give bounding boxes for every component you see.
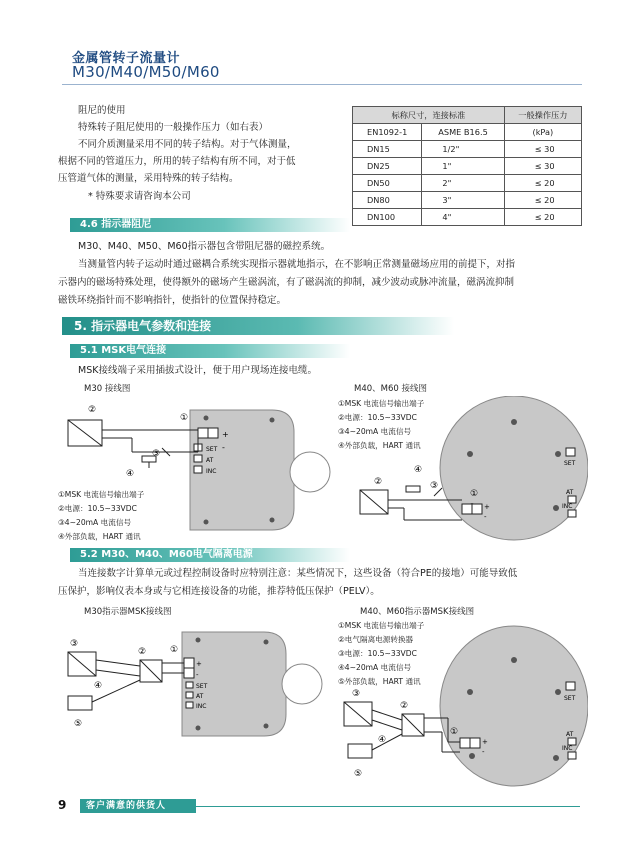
m4060-legend-1: ①MSK 电流信号输出端子 bbox=[338, 399, 425, 408]
table-row bbox=[353, 175, 582, 192]
marker-2-b: ② bbox=[138, 647, 147, 657]
marker-4-b: ④ bbox=[94, 681, 103, 691]
table-cell: ≤ 30 bbox=[504, 141, 581, 158]
section-4-6-para2a: 当测量管内转子运动时通过磁耦合系统实现指示器就地指示，在不影响正常测量磁场应用的前提下，对指 bbox=[78, 259, 516, 270]
marker-2: ② bbox=[88, 405, 97, 415]
marker-4-r2: ④ bbox=[378, 735, 387, 745]
marker-1-r: ① bbox=[470, 489, 479, 499]
m4060-msk-isolation-diagram bbox=[338, 620, 588, 788]
section-5-1-intro: MSK接线端子采用插拔式设计，便于用户现场连接电缆。 bbox=[78, 365, 317, 376]
marker-3-r2: ③ bbox=[352, 689, 361, 699]
table-row bbox=[353, 141, 582, 158]
table-header-left: 标称尺寸，连接标准 bbox=[353, 107, 505, 124]
marker-3-r: ③ bbox=[430, 481, 439, 491]
m4060-msk-legend-2: ②电气隔离电源转换器 bbox=[338, 635, 414, 644]
marker-5-r2: ⑤ bbox=[354, 769, 363, 779]
m30-legend-1: ①MSK 电流信号输出端子 bbox=[58, 490, 145, 499]
m4060-legend-2: ②电源：10.5~33VDC bbox=[338, 413, 417, 422]
indicator-board-round-2 bbox=[440, 626, 588, 786]
table-header-row bbox=[353, 107, 582, 124]
section-5-header: 5. 指示器电气参数和连接 bbox=[62, 317, 454, 335]
set-label-r2: SET bbox=[564, 695, 576, 702]
table-subheader-cell: ASME B16.5 bbox=[422, 124, 504, 141]
terminal-minus bbox=[208, 428, 218, 438]
table-cell: DN80 bbox=[353, 192, 422, 209]
section-5-2-header: 5.2 M30、M40、M60电气隔离电源 bbox=[70, 548, 350, 562]
marker-2-r2: ② bbox=[400, 701, 409, 711]
at-label-r2: AT bbox=[566, 731, 574, 738]
m30-legend-3: ③4~20mA 电流信号 bbox=[58, 518, 132, 527]
table-cell: DN15 bbox=[353, 141, 422, 158]
table-header-right: 一般操作压力 bbox=[504, 107, 581, 124]
inc-label-r2: INC bbox=[562, 745, 573, 752]
inc-label: INC bbox=[206, 468, 217, 475]
marker-1-r2: ① bbox=[450, 727, 459, 737]
damper-para1: 不同介质测量采用不同的转子结构。对于气体测量， bbox=[78, 139, 297, 150]
marker-2-r: ② bbox=[374, 477, 383, 487]
section-4-6-para2b: 示器内的磁场特殊处理，使得额外的磁场产生磁涡流，有了磁涡流的抑制，减少波动或脉冲流量，磁涡流抑制 bbox=[58, 277, 515, 288]
marker-5-b: ⑤ bbox=[74, 719, 83, 729]
set-label: SET bbox=[206, 446, 218, 453]
section-4-6-header: 4.6 指示器阻尼 bbox=[70, 218, 350, 232]
damper-note: * 特殊要求请咨询本公司 bbox=[88, 191, 191, 202]
table-cell: 4" bbox=[422, 209, 504, 226]
m30-wiring-caption: M30 接线图 bbox=[84, 384, 131, 394]
table-cell: 1" bbox=[422, 158, 504, 175]
section-5-1-header: 5.1 MSK电气连接 bbox=[70, 344, 350, 358]
table-subheader-row bbox=[353, 124, 582, 141]
table-cell: 1/2" bbox=[422, 141, 504, 158]
table-cell: DN25 bbox=[353, 158, 422, 175]
inc-label-r: INC bbox=[562, 503, 573, 510]
table-cell: DN100 bbox=[353, 209, 422, 226]
external-load bbox=[68, 696, 92, 710]
m4060-msk-caption: M40、M60指示器MSK接线图 bbox=[360, 607, 475, 617]
section-4-6-para2c: 磁铁环绕指针而不影响指针，使指针的位置保持稳定。 bbox=[58, 295, 287, 306]
at-label-r: AT bbox=[566, 489, 574, 496]
table-cell: DN50 bbox=[353, 175, 422, 192]
inc-label-2: INC bbox=[196, 703, 207, 710]
minus-sign-2: - bbox=[196, 671, 199, 679]
terminal-plus bbox=[198, 428, 208, 438]
m4060-msk-legend-4: ④4~20mA 电流信号 bbox=[338, 663, 412, 672]
plus-sign: + bbox=[222, 430, 229, 439]
footer-divider bbox=[190, 806, 580, 807]
table-subheader-cell: EN1092-1 bbox=[353, 124, 422, 141]
table-cell: ≤ 20 bbox=[504, 192, 581, 209]
marker-3-b: ③ bbox=[70, 639, 79, 649]
damper-heading: 阻尼的使用 bbox=[78, 105, 126, 116]
table-subheader-cell: (kPa) bbox=[504, 124, 581, 141]
m30-msk-isolation-diagram bbox=[58, 622, 338, 740]
table-row bbox=[353, 192, 582, 209]
m4060-wiring-diagram bbox=[338, 396, 588, 546]
indicator-board-round bbox=[440, 396, 588, 540]
m4060-msk-legend-3: ③电源：10.5~33VDC bbox=[338, 649, 417, 658]
m4060-msk-legend-1: ①MSK 电流信号输出端子 bbox=[338, 621, 425, 630]
page-number: 9 bbox=[58, 798, 67, 812]
plus-sign-r: + bbox=[484, 503, 490, 511]
plus-sign-r2: + bbox=[482, 738, 488, 746]
m4060-legend-3: ③4~20mA 电流信号 bbox=[338, 427, 412, 436]
m30-legend-4: ④外部负载，HART 通讯 bbox=[58, 532, 141, 541]
table-cell: 3" bbox=[422, 192, 504, 209]
set-label-r: SET bbox=[564, 460, 576, 467]
minus-sign-r2: - bbox=[482, 748, 485, 756]
table-cell: ≤ 20 bbox=[504, 175, 581, 192]
marker-1: ① bbox=[180, 413, 189, 423]
m30-legend-2: ②电源：10.5~33VDC bbox=[58, 504, 137, 513]
board-cutout bbox=[290, 452, 330, 492]
marker-1-b: ① bbox=[170, 645, 179, 655]
set-label-2: SET bbox=[196, 683, 208, 690]
marker-4: ④ bbox=[126, 469, 135, 479]
table-row bbox=[353, 158, 582, 175]
marker-3: ③ bbox=[152, 449, 161, 459]
minus-sign-r: - bbox=[484, 513, 487, 521]
minus-sign: - bbox=[222, 443, 225, 452]
damper-para3: 压管道气体的测量，采用特殊的转子结构。 bbox=[58, 173, 239, 184]
header-title-models: M30/M40/M50/M60 bbox=[72, 63, 220, 81]
footer-slogan: 客户满意的供货人 bbox=[80, 799, 196, 813]
header-divider bbox=[62, 84, 582, 85]
section-5-2-para1: 当连接数字计算单元或过程控制设备时应特别注意：某些情况下，这些设备（符合PE的接地）可能导致低 bbox=[78, 568, 518, 579]
external-load-r bbox=[348, 744, 372, 758]
damper-para2: 根据不同的管道压力，所用的转子结构有所不同，对于低 bbox=[58, 156, 296, 167]
header-title-cn: 金属管转子流量计 bbox=[72, 51, 181, 66]
damper-subheading: 特殊转子阻尼使用的一般操作压力（如右表） bbox=[78, 122, 269, 133]
plus-sign-2: + bbox=[196, 660, 202, 668]
m30-msk-caption: M30指示器MSK接线图 bbox=[84, 607, 172, 617]
table-cell: ≤ 20 bbox=[504, 209, 581, 226]
pressure-table bbox=[352, 106, 582, 226]
at-label: AT bbox=[206, 457, 214, 464]
m4060-msk-legend-5: ⑤外部负载，HART 通讯 bbox=[338, 677, 421, 686]
section-5-2-para2: 压保护，影响仪表本身或与它相连接设备的功能，推荐特低压保护（PELV）。 bbox=[58, 586, 380, 597]
table-cell: 2" bbox=[422, 175, 504, 192]
section-4-6-para1: M30、M40、M50、M60指示器包含带阻尼器的磁控系统。 bbox=[78, 241, 331, 252]
at-label-2: AT bbox=[196, 693, 204, 700]
table-cell: ≤ 30 bbox=[504, 158, 581, 175]
m4060-wiring-caption: M40、M60 接线图 bbox=[354, 384, 428, 394]
table-row bbox=[353, 209, 582, 226]
marker-4-r: ④ bbox=[414, 465, 423, 475]
m4060-legend-4: ④外部负载，HART 通讯 bbox=[338, 441, 421, 450]
